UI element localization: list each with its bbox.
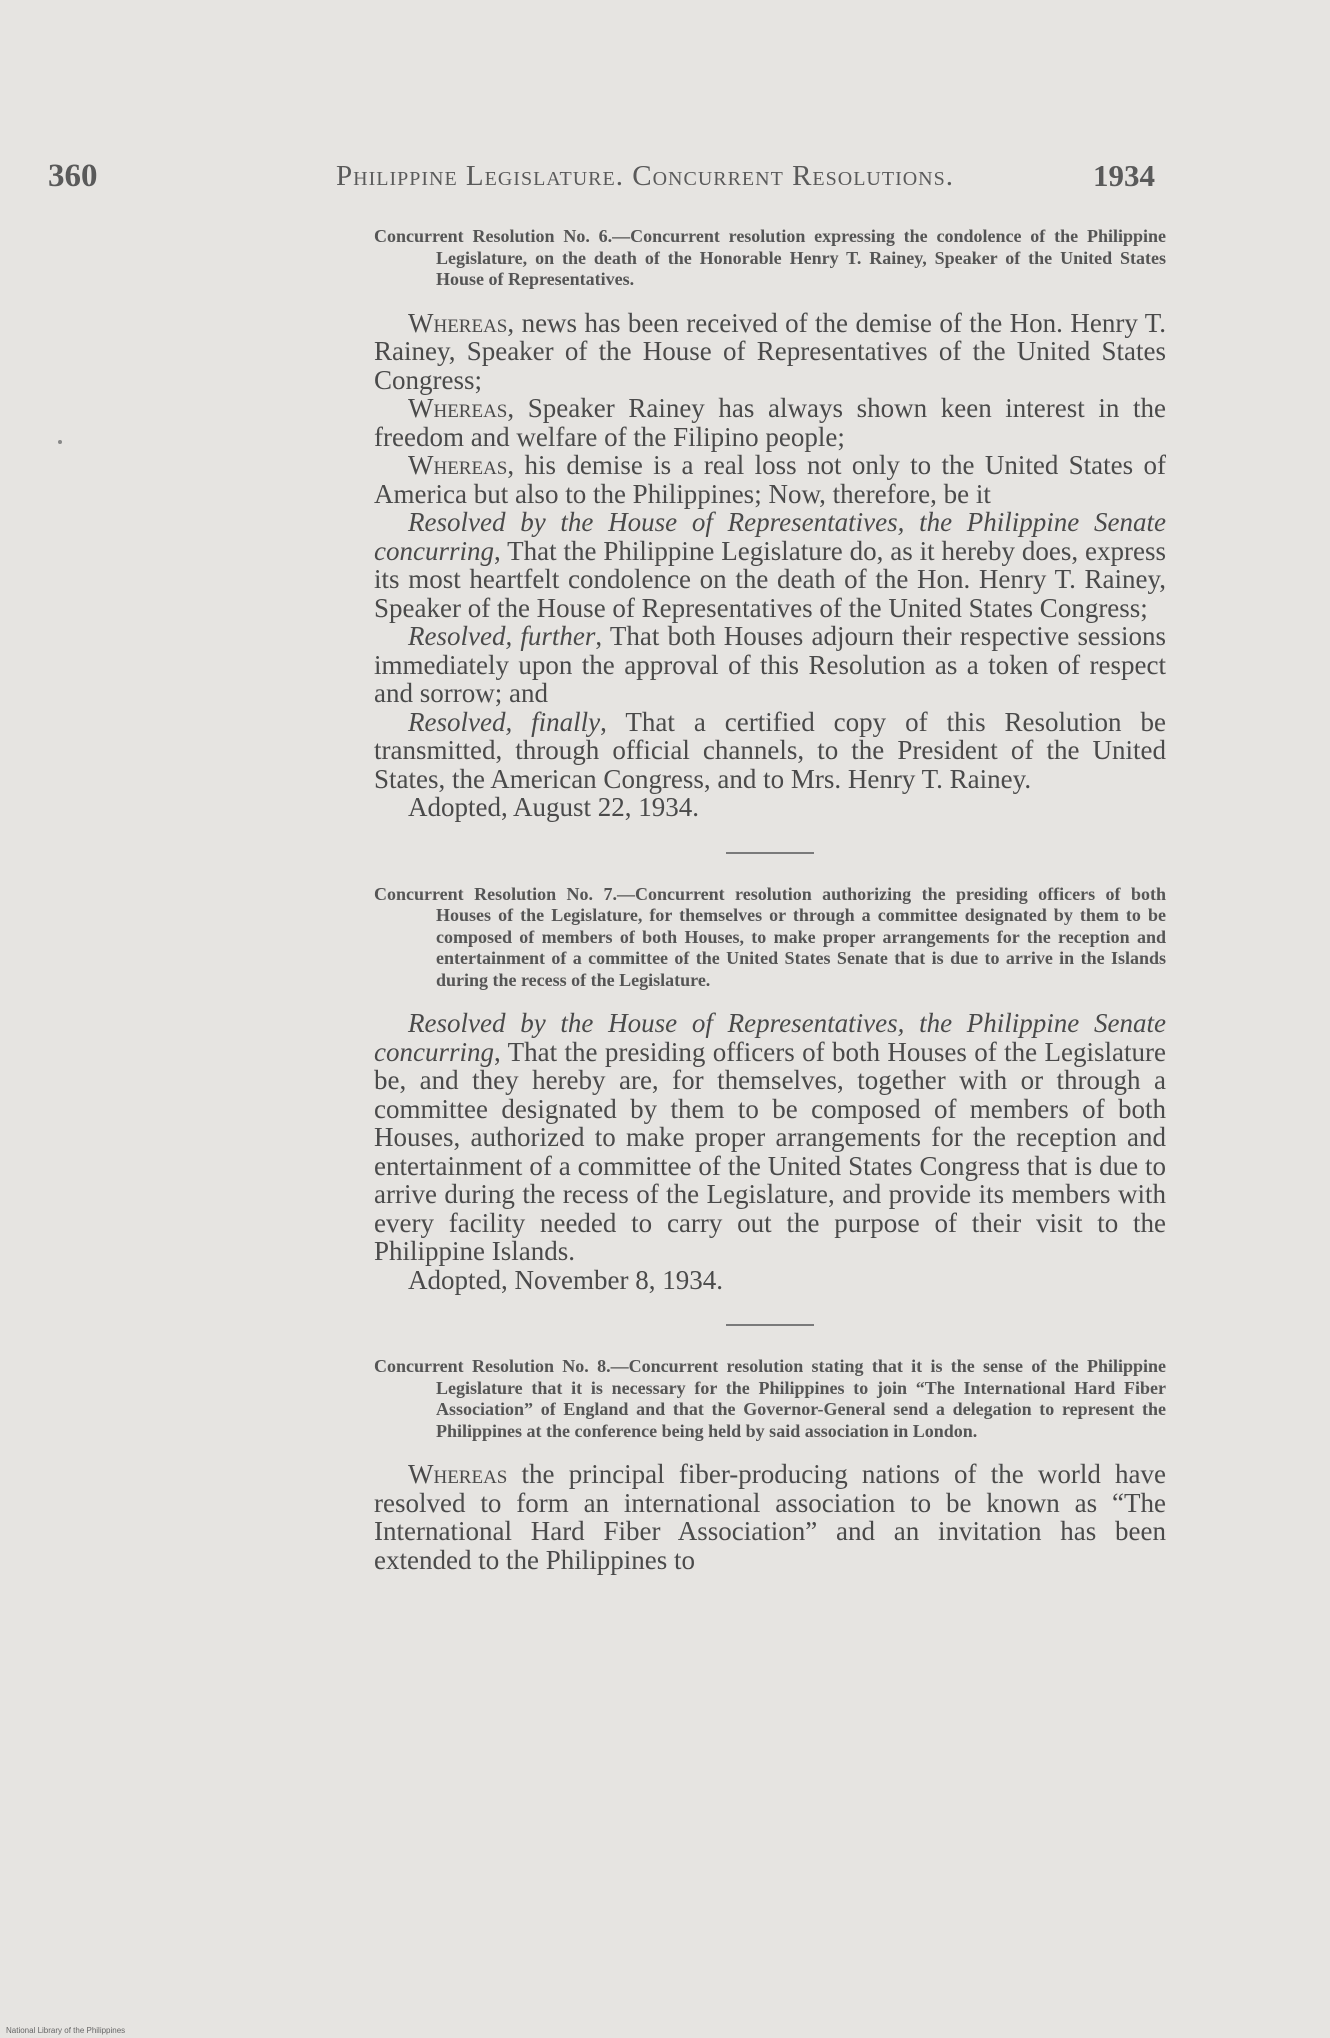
paragraph-text: , Speaker Rainey has always shown keen interest in the freedom and welfare of the Filipino people; <box>374 393 1166 452</box>
paragraph-text: , That both Houses adjourn their respective sessions immediately upon the approval of this Resolution as a token of respect and sorrow; and <box>374 621 1166 708</box>
paragraph-text: , his demise is a real loss not only to the United States of America but also to the Philippines; Now, therefore, be it <box>374 450 1166 509</box>
adopted-date: Adopted, August 22, 1934. <box>408 792 700 822</box>
resolution-paragraph <box>374 508 1166 622</box>
paragraph-lead: Resolved by the House of Representatives, the Philippine Senate concurring <box>374 507 1166 566</box>
resolution-heading: Concurrent Resolution No. 8.—Concurrent resolution stating that it is the sense of the Philippine Legislature that it is necessary for the Philippines to join “The International Hard Fiber Association” of England and that the Governor-General send a delegation to represent the Philippines at the conference being held by said association in London. <box>374 1356 1166 1441</box>
resolution-paragraph <box>374 1009 1166 1266</box>
paragraph-lead: Resolved, finally <box>408 706 601 737</box>
paragraph-lead: Whereas <box>408 450 508 480</box>
text-column <box>374 226 1166 1574</box>
paragraph-text: , That the Philippine Legislature do, as it hereby does, express its most heartfelt condolence on the death of the Hon. Henry T. Rainey, Speaker of the House of Representatives of the United States Congress; <box>374 535 1166 623</box>
adopted-date: Adopted, November 8, 1934. <box>408 1264 723 1295</box>
paragraph-lead: Whereas <box>408 1459 508 1489</box>
paragraph-lead: Resolved, further <box>408 621 596 651</box>
resolution-heading: Concurrent Resolution No. 7.—Concurrent resolution authorizing the presiding officers of both Houses of the Legislature, for themselves or through a committee designated by them to be composed of members of both Houses, to make proper arrangements for the reception and entertainment of a committee of the United States Senate that is due to arrive in the Islands during the recess of the Legislature. <box>374 883 1166 990</box>
resolution-paragraph <box>374 451 1166 508</box>
paragraph-text: , news has been received of the demise of the Hon. Henry T. Rainey, Speaker of the House of Representatives of the United States Congress; <box>374 307 1166 395</box>
running-title: Philippine Legislature. Concurrent Resolutions. <box>336 160 954 192</box>
resolution-paragraph <box>374 394 1166 451</box>
header-year: 1934 <box>1093 158 1155 193</box>
paragraph-text: the principal fiber-producing nations of the world have resolved to form an international association to be known as “The International Hard Fiber Association” and an invitation has been extended to the Philippines to <box>374 1459 1166 1575</box>
resolution-paragraph <box>374 708 1166 794</box>
scan-speck <box>58 440 62 444</box>
resolution-paragraph <box>374 622 1166 708</box>
resolution-paragraph <box>374 309 1166 395</box>
paragraph-lead: Whereas <box>408 393 508 423</box>
page-number: 360 <box>48 158 98 194</box>
paragraph-text: , That a certified copy of this Resolution be transmitted, through official channels, to the President of the United States, the American Congress, and to Mrs. Henry T. Rainey. <box>374 706 1166 794</box>
resolution-heading: Concurrent Resolution No. 6.—Concurrent resolution expressing the condolence of the Philippine Legislature, on the death of the Honorable Henry T. Rainey, Speaker of the United States House of Representatives. <box>374 226 1166 289</box>
resolution-paragraph <box>374 1460 1166 1574</box>
paragraph-lead: Resolved by the House of Representatives, the Philippine Senate concurring <box>374 1008 1166 1067</box>
paragraph-text: , That the presiding officers of both Houses of the Legislature be, and they hereby are, for themselves, together with or through a committee designated by them to be composed of members of both Houses, authorized to make proper arrangements for the reception and entertainment of a committee of the United States Congress that is due to arrive during the recess of the Legislature, and provide its members with every facility needed to carry out the purpose of their visit to the Philippine Islands. <box>374 1036 1166 1266</box>
paragraph-lead: Whereas <box>408 307 508 338</box>
scan-footer-note: National Library of the Philippines <box>6 2026 126 2035</box>
